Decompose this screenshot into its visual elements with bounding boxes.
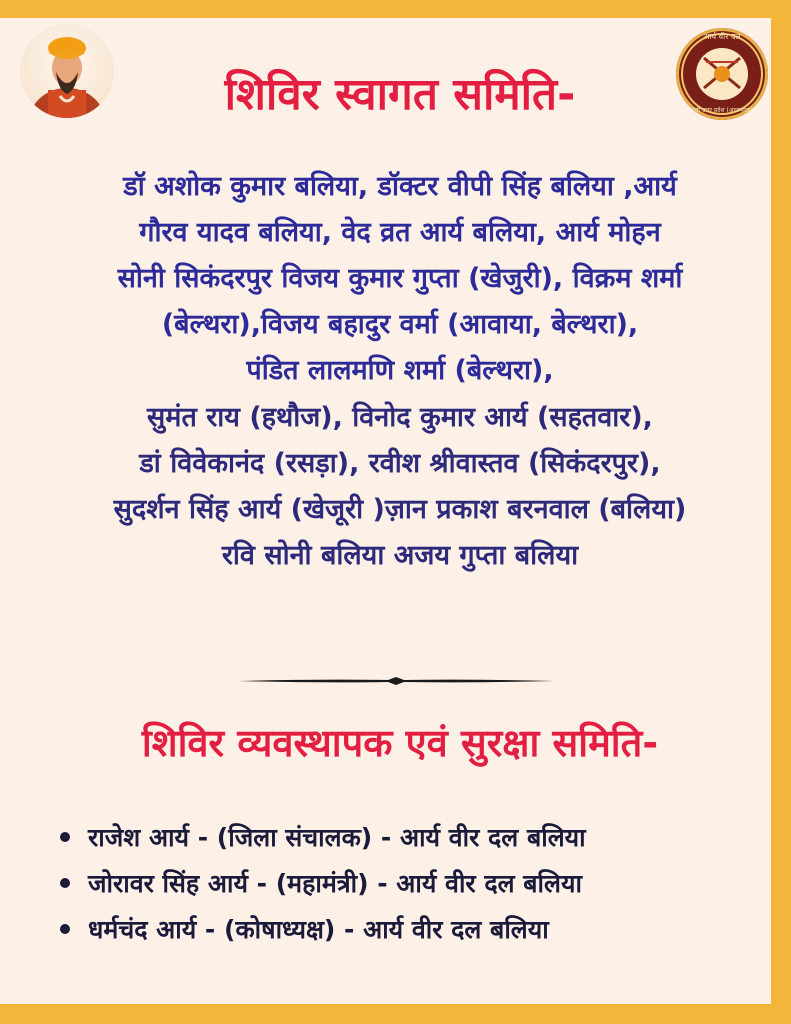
reception-line: डॉ अशोक कुमार बलिया, डॉक्टर वीपी सिंह बलिया ,आर्य xyxy=(123,171,677,202)
reception-line: सुदर्शन सिंह आर्य (खेजूरी )ज़ान प्रकाश बरनवाल (बलिया) xyxy=(113,494,687,525)
reception-line: (बेल्थरा),विजय बहादुर वर्मा (आवाया, बेल्थरा), xyxy=(161,309,639,340)
list-item xyxy=(60,906,760,952)
reception-line: डां विवेकानंद (रसड़ा), रवीश श्रीवास्तव (सिकंदरपुर), xyxy=(139,448,661,479)
list-item xyxy=(60,814,760,860)
bullet-icon xyxy=(60,924,70,934)
reception-line: सोनी सिकंदरपुर विजय कुमार गुप्ता (खेजुरी), विक्रम शर्मा xyxy=(117,263,683,294)
reception-members-block-2 xyxy=(30,395,770,579)
list-item-text: जोरावर सिंह आर्य - (महामंत्री) - आर्य वीर दल बलिया xyxy=(88,869,582,898)
reception-committee-title: शिविर स्वागत समिति- xyxy=(224,69,576,120)
reception-line: सुमंत राय (हथौज), विनोद कुमार आर्य (सहतवार), xyxy=(147,402,653,433)
list-item-text: धर्मचंद आर्य - (कोषाध्यक्ष) - आर्य वीर दल बलिया xyxy=(88,915,549,944)
reception-line: पंडित लालमणि शर्मा (बेल्थरा), xyxy=(246,355,554,386)
bullet-icon xyxy=(60,878,70,888)
reception-members-block xyxy=(30,164,770,394)
right-border xyxy=(771,0,791,1024)
list-item xyxy=(60,860,760,906)
organization-emblem xyxy=(676,28,768,120)
committee-list xyxy=(60,814,760,952)
bottom-border xyxy=(0,1004,791,1024)
top-border xyxy=(0,0,791,18)
list-item-text: राजेश आर्य - (जिला संचालक) - आर्य वीर दल बलिया xyxy=(88,823,586,852)
reception-line: रवि सोनी बलिया अजय गुप्ता बलिया xyxy=(221,540,579,571)
emblem-top-text: आर्य वीर दल xyxy=(703,32,741,41)
bullet-icon xyxy=(60,832,70,842)
emblem-bottom-text: पूर्वी उत्तर प्रदेश (आजमगढ़) xyxy=(691,107,753,114)
person-illustration xyxy=(20,24,114,118)
portrait-image xyxy=(20,24,114,118)
reception-line: गौरव यादव बलिया, वेद व्रत आर्य बलिया, आर्य मोहन xyxy=(139,217,661,248)
management-security-title: शिविर व्यवस्थापक एवं सुरक्षा समिति- xyxy=(141,721,659,765)
ornamental-divider xyxy=(238,676,554,686)
